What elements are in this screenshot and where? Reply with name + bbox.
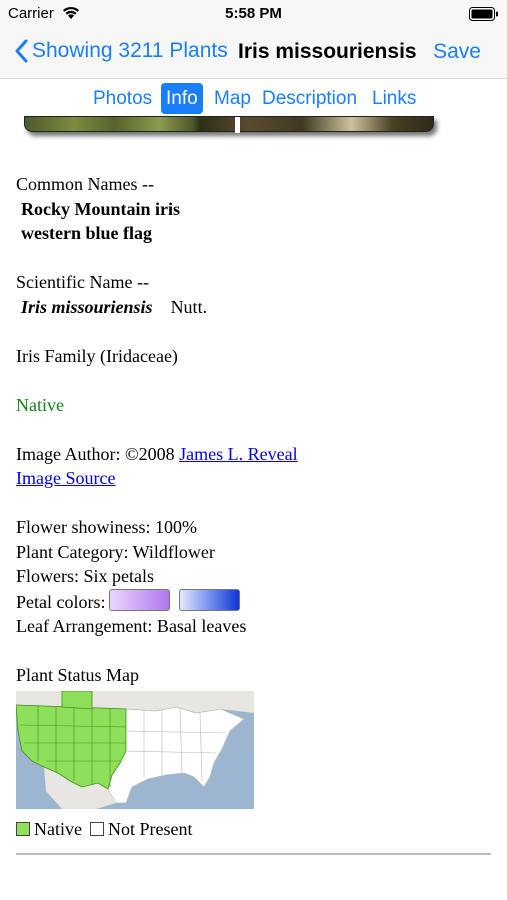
plant-photo[interactable] (24, 116, 434, 132)
petal-color-swatch-blue (179, 589, 240, 611)
petal-colors-row (16, 589, 496, 614)
chevron-left-icon (14, 39, 28, 63)
status-bar (0, 0, 507, 28)
flowers-info: Flowers: Six petals (16, 566, 154, 586)
leaf-arrangement: Leaf Arrangement: Basal leaves (16, 615, 247, 636)
plant-category: Plant Category: Wildflower (16, 541, 215, 562)
petal-colors-label: Petal colors: (16, 591, 106, 612)
navigation-bar (0, 28, 507, 78)
tab-links[interactable]: Links (372, 88, 417, 109)
scientific-name-label: Scientific Name -- (16, 272, 149, 292)
image-source-link[interactable]: Image Source (16, 468, 116, 488)
tab-map[interactable]: Map (214, 88, 251, 109)
plant-status-map[interactable] (16, 691, 254, 809)
status-map-label: Plant Status Map (16, 664, 140, 685)
scientific-name-row (16, 295, 496, 320)
legend-native (16, 817, 82, 842)
page-title: Iris missouriensis (238, 40, 417, 63)
tab-info[interactable]: Info (161, 83, 203, 114)
tab-photos[interactable]: Photos (93, 88, 153, 109)
legend-not-present-label: Not Present (107, 819, 193, 839)
map-legend (16, 817, 496, 842)
legend-native-label: Native (34, 819, 82, 839)
status-time: 5:58 PM (225, 5, 282, 22)
image-author-label: Image Author: ©2008 (16, 443, 175, 464)
back-button-label: Showing 3211 Plants (32, 39, 228, 62)
carrier-label: Carrier (8, 5, 54, 22)
tab-bar (0, 78, 507, 116)
plant-family: Iris Family (Iridaceae) (16, 345, 178, 366)
image-author-row (16, 442, 496, 467)
save-button[interactable]: Save (433, 40, 481, 63)
info-content (16, 172, 496, 842)
legend-not-present (90, 817, 193, 842)
battery-icon (469, 7, 499, 21)
flower-showiness: Flower showiness: 100% (16, 517, 197, 537)
divider (16, 853, 491, 855)
legend-native-swatch (16, 822, 30, 836)
common-name: western blue flag (21, 223, 152, 243)
scientific-name: Iris missouriensis (21, 296, 153, 317)
legend-not-present-swatch (90, 822, 104, 836)
common-names-label: Common Names -- (16, 174, 154, 194)
scientific-author: Nutt. (170, 296, 208, 317)
photo-divider (235, 117, 240, 133)
common-name: Rocky Mountain iris (21, 198, 181, 219)
image-author-link[interactable]: James L. Reveal (179, 443, 298, 464)
tab-description[interactable]: Description (262, 88, 358, 109)
back-button[interactable] (14, 39, 228, 63)
petal-color-swatch-purple (109, 589, 170, 611)
nativity-status: Native (16, 394, 64, 415)
